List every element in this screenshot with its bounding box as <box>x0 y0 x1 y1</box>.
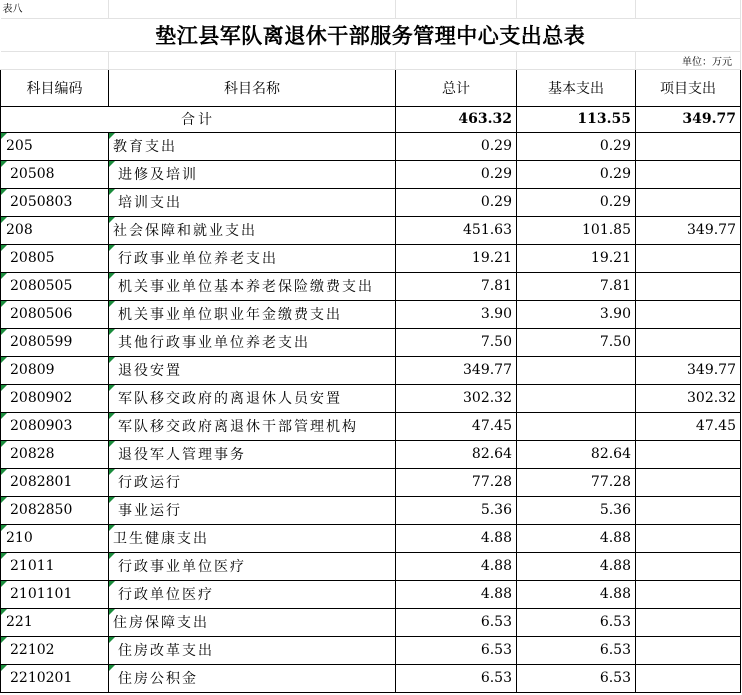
row-total-text: 349.77 <box>463 362 512 378</box>
row-total[interactable] <box>396 608 517 636</box>
row-basic-text: 7.50 <box>599 334 631 350</box>
row-total-text: 7.50 <box>480 334 512 350</box>
cell-comment-marker <box>1 189 7 195</box>
row-total-text: 302.32 <box>463 390 512 406</box>
table-row <box>1 188 741 216</box>
row-project[interactable] <box>636 440 741 468</box>
row-basic-text: 82.64 <box>590 446 631 462</box>
row-project[interactable] <box>636 132 741 160</box>
row-total[interactable] <box>396 636 517 664</box>
table-row <box>1 496 741 524</box>
row-code-text: 20809 <box>10 362 55 378</box>
row-code[interactable] <box>1 552 109 580</box>
table-row <box>1 300 741 328</box>
row-code[interactable] <box>1 160 109 188</box>
row-basic-text: 19.21 <box>590 250 631 266</box>
cell-comment-marker <box>1 665 7 671</box>
cell-comment-marker <box>1 161 7 167</box>
row-basic[interactable] <box>517 440 636 468</box>
row-total-text: 19.21 <box>471 250 512 266</box>
table-row <box>1 636 741 664</box>
row-total[interactable] <box>396 552 517 580</box>
row-total[interactable] <box>396 496 517 524</box>
row-name[interactable] <box>109 356 396 384</box>
row-basic[interactable] <box>517 244 636 272</box>
row-total[interactable] <box>396 216 517 244</box>
row-basic[interactable] <box>517 580 636 608</box>
row-project[interactable] <box>636 328 741 356</box>
row-code-text: 2050803 <box>10 194 73 210</box>
header-code[interactable]: 科目编码 <box>1 69 109 106</box>
row-basic-text: 6.53 <box>599 670 631 686</box>
row-name-text: 行政事业单位养老支出 <box>118 251 278 267</box>
row-project[interactable] <box>636 636 741 664</box>
row-basic-text: 6.53 <box>599 642 631 658</box>
row-basic[interactable] <box>517 132 636 160</box>
table-row <box>1 160 741 188</box>
row-name-text: 培训支出 <box>118 195 182 211</box>
row-code[interactable] <box>1 244 109 272</box>
cell-comment-marker <box>1 469 7 475</box>
row-code-text: 2080599 <box>10 334 73 350</box>
row-name[interactable] <box>109 664 396 692</box>
row-total-text: 4.88 <box>480 586 512 602</box>
row-code[interactable] <box>1 300 109 328</box>
row-total-text: 4.88 <box>480 558 512 574</box>
row-total-text: 0.29 <box>480 138 512 154</box>
row-basic[interactable] <box>517 328 636 356</box>
cell-comment-marker <box>109 133 115 139</box>
cell-comment-marker <box>109 161 115 167</box>
row-total[interactable] <box>396 664 517 692</box>
table-row <box>1 272 741 300</box>
row-code-text: 205 <box>6 138 33 154</box>
table-row <box>1 412 741 440</box>
row-total-text: 4.88 <box>480 530 512 546</box>
summary-row <box>1 106 741 132</box>
row-project-text: 47.45 <box>695 418 736 434</box>
cell-comment-marker <box>109 497 115 503</box>
row-code[interactable] <box>1 356 109 384</box>
cell-comment-marker <box>109 189 115 195</box>
row-code[interactable] <box>1 608 109 636</box>
sheet-tag[interactable]: 表八 <box>1 0 109 18</box>
cell-comment-marker <box>1 553 7 559</box>
summary-project[interactable]: 349.77 <box>636 106 741 132</box>
row-code-text: 2082801 <box>10 474 73 490</box>
row-name[interactable] <box>109 132 396 160</box>
row-basic-text: 5.36 <box>599 502 631 518</box>
cell-comment-marker <box>109 441 115 447</box>
cell-comment-marker <box>1 357 7 363</box>
cell-comment-marker <box>109 357 115 363</box>
row-basic[interactable] <box>517 384 636 412</box>
summary-basic[interactable]: 113.55 <box>517 106 636 132</box>
cell-comment-marker <box>1 581 7 587</box>
row-name[interactable] <box>109 468 396 496</box>
summary-total[interactable]: 463.32 <box>396 106 517 132</box>
row-project[interactable] <box>636 608 741 636</box>
row-total-text: 5.36 <box>480 502 512 518</box>
row-basic-text: 101.85 <box>582 222 631 238</box>
row-name[interactable] <box>109 608 396 636</box>
row-name[interactable] <box>109 496 396 524</box>
row-name[interactable] <box>109 440 396 468</box>
row-total[interactable] <box>396 524 517 552</box>
row-basic[interactable] <box>517 552 636 580</box>
header-name[interactable]: 科目名称 <box>109 69 396 106</box>
row-project-text: 349.77 <box>687 362 736 378</box>
row-code-text: 20828 <box>10 446 55 462</box>
row-basic[interactable] <box>517 356 636 384</box>
row-project[interactable] <box>636 468 741 496</box>
row-code-text: 2080903 <box>10 418 73 434</box>
row-code-text: 2080506 <box>10 306 73 322</box>
row-name[interactable] <box>109 580 396 608</box>
row-name-text: 军队移交政府的离退休人员安置 <box>118 391 342 407</box>
table-row <box>1 244 741 272</box>
row-code[interactable] <box>1 272 109 300</box>
row-code-text: 20508 <box>10 166 55 182</box>
row-name[interactable] <box>109 524 396 552</box>
row-code-text: 22102 <box>10 642 55 658</box>
row-code[interactable] <box>1 468 109 496</box>
row-total-text: 0.29 <box>480 166 512 182</box>
cell-comment-marker <box>109 609 115 615</box>
header-project[interactable]: 项目支出 <box>636 69 741 106</box>
row-code-text: 2082850 <box>10 502 73 518</box>
row-name-text: 行政事业单位医疗 <box>118 559 246 575</box>
row-code[interactable] <box>1 328 109 356</box>
cell-comment-marker <box>109 665 115 671</box>
row-total[interactable] <box>396 272 517 300</box>
row-project[interactable] <box>636 524 741 552</box>
table-row <box>1 384 741 412</box>
row-project[interactable] <box>636 412 741 440</box>
cell-comment-marker <box>1 329 7 335</box>
row-total-text: 6.53 <box>480 642 512 658</box>
cell-comment-marker <box>1 385 7 391</box>
cell-comment-marker <box>109 245 115 251</box>
row-total-text: 6.53 <box>480 614 512 630</box>
row-name-text: 社会保障和就业支出 <box>113 223 257 239</box>
row-total-text: 82.64 <box>471 446 512 462</box>
row-code[interactable] <box>1 636 109 664</box>
row-name-text: 退役军人管理事务 <box>118 447 246 463</box>
row-code[interactable] <box>1 412 109 440</box>
row-basic[interactable] <box>517 468 636 496</box>
cell-comment-marker <box>109 525 115 531</box>
summary-label[interactable]: 合计 <box>1 106 396 132</box>
cell-comment-marker <box>109 469 115 475</box>
row-basic[interactable] <box>517 664 636 692</box>
cell-comment-marker <box>1 637 7 643</box>
row-project[interactable] <box>636 552 741 580</box>
table-row <box>1 580 741 608</box>
row-name-text: 行政运行 <box>118 475 182 491</box>
table-row <box>1 468 741 496</box>
row-name-text: 机关事业单位基本养老保险缴费支出 <box>118 279 374 295</box>
row-basic-text: 0.29 <box>599 138 631 154</box>
row-basic-text: 6.53 <box>599 614 631 630</box>
cell-comment-marker <box>1 245 7 251</box>
cell-comment-marker <box>1 525 7 531</box>
cell-comment-marker <box>1 217 7 223</box>
row-name[interactable] <box>109 636 396 664</box>
row-total-text: 47.45 <box>471 418 512 434</box>
row-name[interactable] <box>109 272 396 300</box>
row-name-text: 行政单位医疗 <box>118 587 214 603</box>
row-project[interactable] <box>636 244 741 272</box>
row-name-text: 卫生健康支出 <box>113 531 209 547</box>
row-basic-text: 4.88 <box>599 558 631 574</box>
row-total-text: 77.28 <box>471 474 512 490</box>
row-total-text: 6.53 <box>480 670 512 686</box>
row-code-text: 2101101 <box>10 586 73 602</box>
row-project[interactable] <box>636 160 741 188</box>
row-total[interactable] <box>396 328 517 356</box>
unit-label[interactable]: 单位：万元 <box>636 51 741 69</box>
row-project[interactable] <box>636 580 741 608</box>
table-row <box>1 524 741 552</box>
row-name-text: 住房改革支出 <box>118 643 214 659</box>
row-total[interactable] <box>396 188 517 216</box>
row-name-text: 军队移交政府离退休干部管理机构 <box>118 419 358 435</box>
row-basic[interactable] <box>517 496 636 524</box>
table-row <box>1 552 741 580</box>
row-name-text: 其他行政事业单位养老支出 <box>118 335 310 351</box>
row-project[interactable] <box>636 300 741 328</box>
cell-comment-marker <box>109 581 115 587</box>
row-basic-text: 4.88 <box>599 586 631 602</box>
header-basic[interactable]: 基本支出 <box>517 69 636 106</box>
row-code[interactable] <box>1 384 109 412</box>
row-total[interactable] <box>396 580 517 608</box>
row-basic[interactable] <box>517 608 636 636</box>
row-name-text: 事业运行 <box>118 503 182 519</box>
row-basic-text: 7.81 <box>599 278 631 294</box>
row-code-text: 2080902 <box>10 390 73 406</box>
row-total[interactable] <box>396 384 517 412</box>
row-name[interactable] <box>109 188 396 216</box>
row-project[interactable] <box>636 664 741 692</box>
row-basic-text: 0.29 <box>599 166 631 182</box>
row-total[interactable] <box>396 300 517 328</box>
row-total[interactable] <box>396 160 517 188</box>
table-row <box>1 216 741 244</box>
row-basic-text: 77.28 <box>590 474 631 490</box>
table-row <box>1 132 741 160</box>
cell-comment-marker <box>1 133 7 139</box>
cell-comment-marker <box>1 301 7 307</box>
row-basic[interactable] <box>517 188 636 216</box>
row-code-text: 2210201 <box>10 670 73 686</box>
row-total-text: 0.29 <box>480 194 512 210</box>
row-code[interactable] <box>1 440 109 468</box>
row-code[interactable] <box>1 580 109 608</box>
row-basic[interactable] <box>517 160 636 188</box>
cell-comment-marker <box>109 385 115 391</box>
cell-comment-marker <box>1 273 7 279</box>
table-row <box>1 440 741 468</box>
cell-comment-marker <box>109 637 115 643</box>
row-project-text: 302.32 <box>687 390 736 406</box>
row-total[interactable] <box>396 412 517 440</box>
row-name-text: 教育支出 <box>113 139 177 155</box>
row-name[interactable] <box>109 328 396 356</box>
row-basic[interactable] <box>517 272 636 300</box>
row-project[interactable] <box>636 356 741 384</box>
row-basic-text: 0.29 <box>599 194 631 210</box>
row-project[interactable] <box>636 188 741 216</box>
row-code[interactable] <box>1 188 109 216</box>
row-total[interactable] <box>396 244 517 272</box>
table-row <box>1 328 741 356</box>
row-code-text: 21011 <box>10 558 55 574</box>
row-basic[interactable] <box>517 412 636 440</box>
cell-comment-marker <box>1 497 7 503</box>
cell-comment-marker <box>1 441 7 447</box>
row-code-text: 210 <box>6 530 33 546</box>
row-code-text: 208 <box>6 222 33 238</box>
row-code[interactable] <box>1 132 109 160</box>
row-project-text: 349.77 <box>687 222 736 238</box>
row-code[interactable] <box>1 524 109 552</box>
table-row <box>1 608 741 636</box>
row-code[interactable] <box>1 664 109 692</box>
row-total[interactable] <box>396 468 517 496</box>
cell-comment-marker <box>1 413 7 419</box>
row-name-text: 进修及培训 <box>118 167 198 183</box>
row-total-text: 3.90 <box>480 306 512 322</box>
row-basic[interactable] <box>517 636 636 664</box>
row-code-text: 2080505 <box>10 278 73 294</box>
row-name-text: 机关事业单位职业年金缴费支出 <box>118 307 342 323</box>
row-basic[interactable] <box>517 524 636 552</box>
row-basic[interactable] <box>517 216 636 244</box>
header-total[interactable]: 总计 <box>396 69 517 106</box>
row-project[interactable] <box>636 272 741 300</box>
cell-comment-marker <box>109 553 115 559</box>
cell-comment-marker <box>109 301 115 307</box>
row-project[interactable] <box>636 384 741 412</box>
row-basic-text: 4.88 <box>599 530 631 546</box>
row-name[interactable] <box>109 552 396 580</box>
table-row <box>1 664 741 692</box>
row-name[interactable] <box>109 216 396 244</box>
row-name[interactable] <box>109 160 396 188</box>
cell-comment-marker <box>109 273 115 279</box>
table-row <box>1 356 741 384</box>
row-name[interactable] <box>109 244 396 272</box>
row-total-text: 451.63 <box>463 222 512 238</box>
row-name[interactable] <box>109 384 396 412</box>
row-code[interactable] <box>1 496 109 524</box>
cell-comment-marker <box>109 217 115 223</box>
row-code-text: 221 <box>6 614 33 630</box>
cell-comment-marker <box>1 609 7 615</box>
row-total[interactable] <box>396 132 517 160</box>
row-name[interactable] <box>109 412 396 440</box>
row-project[interactable] <box>636 216 741 244</box>
row-name-text: 退役安置 <box>118 363 182 379</box>
row-name-text: 住房公积金 <box>118 671 198 687</box>
page-title[interactable]: 垫江县军队离退休干部服务管理中心支出总表 <box>1 18 741 51</box>
row-total[interactable] <box>396 356 517 384</box>
row-total-text: 7.81 <box>480 278 512 294</box>
cell-comment-marker <box>109 329 115 335</box>
row-code[interactable] <box>1 216 109 244</box>
row-basic-text: 3.90 <box>599 306 631 322</box>
cell-comment-marker <box>109 413 115 419</box>
row-name-text: 住房保障支出 <box>113 615 209 631</box>
row-basic[interactable] <box>517 300 636 328</box>
row-total[interactable] <box>396 440 517 468</box>
row-project[interactable] <box>636 496 741 524</box>
row-name[interactable] <box>109 300 396 328</box>
row-code-text: 20805 <box>10 250 55 266</box>
